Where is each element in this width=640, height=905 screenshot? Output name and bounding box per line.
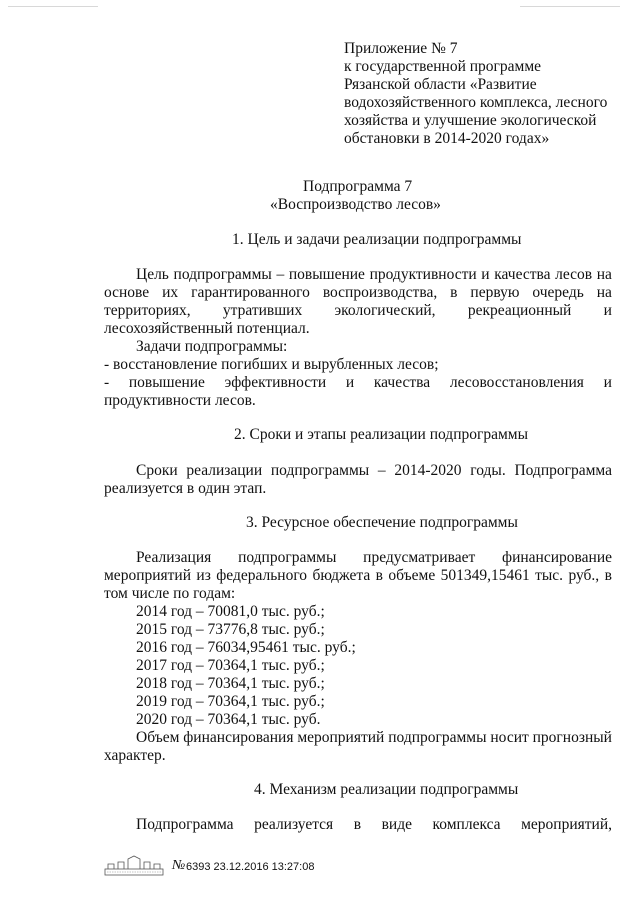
word: в bbox=[375, 567, 383, 584]
appendix-line: Приложение № 7 bbox=[344, 40, 458, 57]
funding-year-item: 2015 год – 73776,8 тыс. руб.; bbox=[136, 621, 325, 638]
justified-line bbox=[136, 549, 612, 567]
word: рекреационный bbox=[467, 302, 572, 319]
word: первую bbox=[470, 284, 520, 301]
word: мероприятий bbox=[297, 729, 385, 746]
justified-line bbox=[104, 374, 612, 392]
word: качества bbox=[373, 374, 431, 391]
word: – bbox=[276, 266, 285, 283]
word: финансирования bbox=[183, 729, 294, 746]
paragraph-line: реализуется в один этап. bbox=[104, 480, 267, 497]
word: 501349,15461 bbox=[440, 567, 530, 584]
word: Подпрограмма bbox=[514, 462, 612, 479]
justified-line bbox=[104, 284, 612, 302]
word: Сроки bbox=[136, 462, 178, 479]
justified-line bbox=[104, 567, 612, 585]
appendix-line: водохозяйственного комплекса, лесного bbox=[344, 94, 608, 111]
section-heading: 3. Ресурсное обеспечение подпрограммы bbox=[246, 514, 518, 531]
word: подпрограммы bbox=[238, 549, 337, 566]
scan-edge-line bbox=[8, 6, 98, 7]
word: и bbox=[603, 374, 612, 391]
tasks-label: Задачи подпрограммы: bbox=[136, 338, 288, 355]
word: федерального bbox=[216, 567, 308, 584]
word: основе bbox=[104, 284, 150, 301]
word: Объем bbox=[136, 729, 180, 746]
word: экологический, bbox=[334, 302, 436, 319]
appendix-line: обстановки в 2014-2020 годах» bbox=[344, 130, 550, 147]
word: воспроизводства, bbox=[322, 284, 438, 301]
appendix-line: хозяйства и улучшение экологической bbox=[344, 112, 597, 129]
appendix-line: Рязанской области «Развитие bbox=[344, 76, 537, 93]
task-item: - восстановление погибших и вырубленных лесов; bbox=[104, 356, 439, 373]
funding-year-item: 2017 год – 70364,1 тыс. руб.; bbox=[136, 657, 325, 674]
word: в bbox=[450, 284, 458, 301]
word: комплекса bbox=[432, 816, 501, 833]
word: повышение bbox=[128, 374, 205, 391]
word: утративших bbox=[222, 302, 303, 319]
word: мероприятий, bbox=[521, 816, 612, 833]
paragraph-line: том числе по годам: bbox=[104, 585, 236, 602]
word: лесовосстановления bbox=[449, 374, 584, 391]
word: в bbox=[604, 567, 612, 584]
word: на bbox=[596, 266, 612, 283]
appendix-line: к государственной программе bbox=[344, 58, 542, 75]
word: повышение bbox=[288, 266, 365, 283]
word: финансирование bbox=[502, 549, 612, 566]
word: 2014-2020 bbox=[394, 462, 462, 479]
word: на bbox=[596, 284, 612, 301]
word: подпрограммы bbox=[270, 462, 370, 479]
word: в bbox=[353, 816, 362, 833]
word: гарантированного bbox=[191, 284, 310, 301]
registration-stamp-text: 6393 23.12.2016 13:27:08 bbox=[186, 861, 315, 873]
subprogram-title: «Воспроизводство лесов» bbox=[270, 196, 441, 213]
paragraph-line: характер. bbox=[104, 747, 166, 764]
word: Цель bbox=[136, 266, 169, 283]
word: бюджета bbox=[312, 567, 371, 584]
funding-year-item: 2020 год – 70364,1 тыс. руб. bbox=[136, 711, 321, 728]
word: из bbox=[196, 567, 211, 584]
section-heading: 4. Механизм реализации подпрограммы bbox=[254, 781, 519, 798]
funding-year-item: 2014 год – 70081,0 тыс. руб.; bbox=[136, 603, 325, 620]
word: эффективности bbox=[224, 374, 327, 391]
funding-year-item: 2016 год – 76034,95461 тыс. руб.; bbox=[136, 639, 356, 656]
scan-edge-line bbox=[520, 6, 620, 7]
section-heading: 2. Сроки и этапы реализации подпрограммы bbox=[234, 426, 529, 443]
word: и bbox=[345, 374, 355, 391]
word: тыс. bbox=[535, 567, 564, 584]
word: качества bbox=[494, 266, 551, 283]
task-item-continued: продуктивности лесов. bbox=[104, 392, 256, 409]
word: руб., bbox=[568, 567, 600, 584]
registry-stamp-icon bbox=[104, 855, 164, 877]
section-heading: 1. Цель и задачи реализации подпрограммы bbox=[232, 231, 522, 248]
word: Реализация bbox=[136, 549, 212, 566]
subprogram-number: Подпрограмма 7 bbox=[303, 178, 413, 195]
word: годы. bbox=[470, 462, 506, 479]
word: продуктивности bbox=[369, 266, 477, 283]
word: - bbox=[104, 374, 110, 391]
word: лесов bbox=[555, 266, 593, 283]
word: и bbox=[603, 302, 612, 319]
word: подпрограммы bbox=[173, 266, 272, 283]
word: мероприятий bbox=[104, 567, 192, 584]
word: очередь bbox=[532, 284, 584, 301]
word: предусматривает bbox=[363, 549, 476, 566]
registration-mark: № bbox=[172, 858, 186, 873]
funding-year-item: 2018 год – 70364,1 тыс. руб.; bbox=[136, 675, 325, 692]
word: объеме bbox=[388, 567, 436, 584]
justified-line bbox=[104, 302, 612, 320]
word: прогнозный bbox=[532, 729, 612, 746]
paragraph-line: лесохозяйственный потенциал. bbox=[104, 320, 310, 337]
word: территориях, bbox=[104, 302, 191, 319]
word: реализации bbox=[186, 462, 263, 479]
justified-line bbox=[136, 266, 612, 284]
justified-line bbox=[136, 462, 612, 480]
funding-year-item: 2019 год – 70364,1 тыс. руб.; bbox=[136, 693, 325, 710]
word: реализуется bbox=[254, 816, 334, 833]
justified-line bbox=[136, 729, 612, 747]
word: их bbox=[162, 284, 179, 301]
justified-line bbox=[136, 816, 612, 834]
word: Подпрограмма bbox=[136, 816, 234, 833]
word: – bbox=[377, 462, 386, 479]
word: носит bbox=[490, 729, 529, 746]
word: и bbox=[481, 266, 490, 283]
word: виде bbox=[381, 816, 412, 833]
word: подпрограммы bbox=[388, 729, 487, 746]
